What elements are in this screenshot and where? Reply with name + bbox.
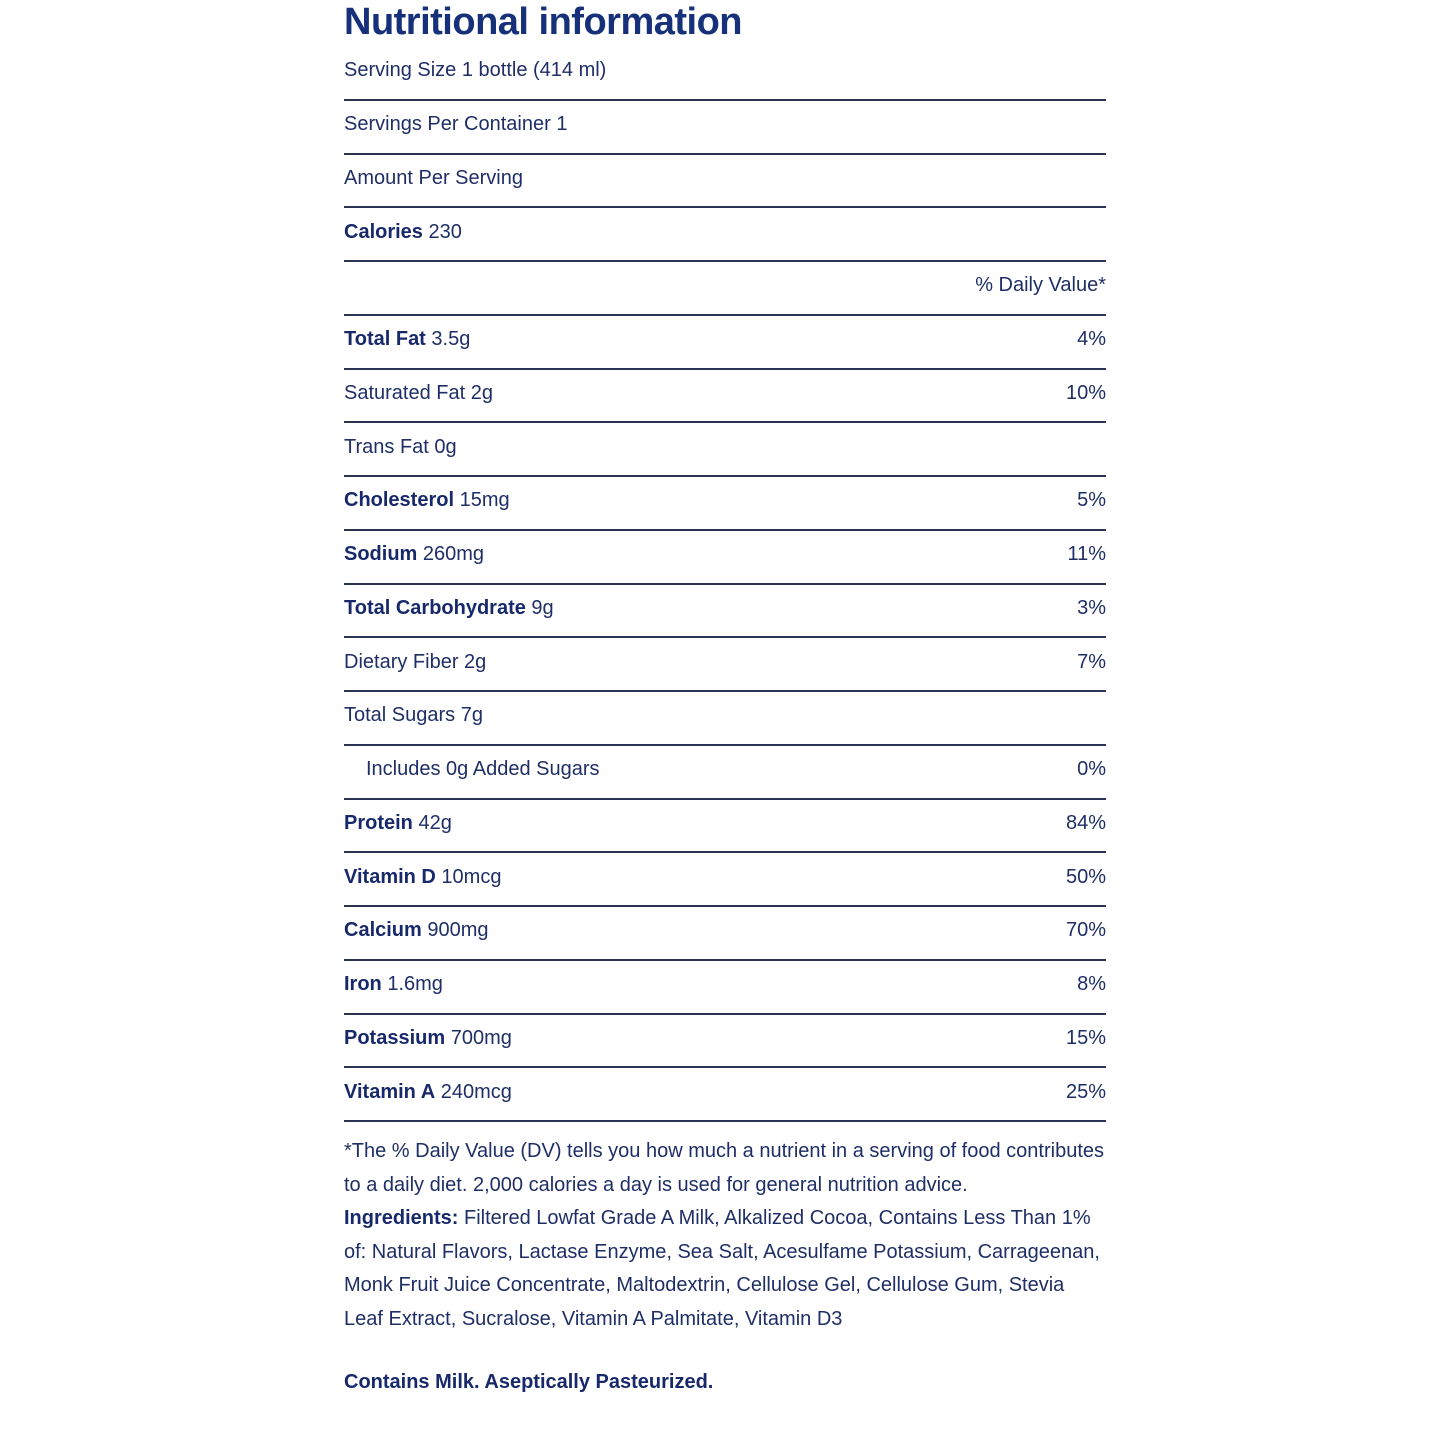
- nutrient-label: [344, 704, 483, 727]
- nutrient-name: Total Fat: [344, 328, 426, 351]
- nutrient-label: [344, 919, 489, 942]
- nutrient-name: Sodium: [344, 543, 418, 566]
- nutrient-amount: 1.6mg: [381, 973, 443, 996]
- nutrient-amount: 700mg: [445, 1026, 512, 1049]
- daily-value-percent: 5%: [1077, 489, 1106, 512]
- nutrient-amount: 260mg: [417, 543, 485, 566]
- nutrition-row: [344, 1015, 1106, 1069]
- nutrient-label: [344, 59, 606, 82]
- page-title: Nutritional information: [344, 1, 743, 43]
- nutrient-name: Iron: [344, 973, 382, 996]
- nutrition-row: [344, 907, 1106, 961]
- nutrition-row: [344, 531, 1106, 585]
- nutrient-amount: 15mg: [454, 489, 510, 512]
- nutrient-label: [344, 328, 470, 351]
- nutrient-label: [344, 489, 510, 512]
- nutrition-row: [344, 208, 1106, 262]
- nutrient-amount: 240mcg: [435, 1080, 512, 1103]
- nutrient-name: Vitamin A: [344, 1080, 436, 1103]
- nutrient-label: [344, 221, 462, 244]
- nutrition-row: [344, 1068, 1106, 1122]
- daily-value-header-row: [344, 262, 1106, 316]
- nutrition-row: [344, 370, 1106, 424]
- daily-value-percent: 4%: [1077, 328, 1106, 351]
- ingredients-label: Ingredients:: [344, 1207, 459, 1229]
- nutrition-row: [344, 47, 1106, 101]
- nutrient-amount: Saturated Fat 2g: [344, 381, 493, 404]
- nutrient-amount: 9g: [525, 596, 554, 619]
- nutrient-label: [344, 113, 567, 136]
- contains-text: Contains Milk. Aseptically Pasteurized.: [344, 1371, 714, 1393]
- ingredients-text: Filtered Lowfat Grade A Milk, Alkalized Cocoa, Contains Less Than 1% of: Natural Flavors, Lactase Enzyme, Sea Salt, Acesulfame Potassium, Carrageenan, Monk Fruit Juice Concentrate, Maltodextrin, Cellulose Gel, Cellulose Gum, Stevia Leaf Extract, Sucralose, Vitamin A Palmitate, Vitamin D3: [344, 1207, 1100, 1330]
- nutrient-amount: 42g: [412, 811, 452, 834]
- nutrient-name: Calcium: [344, 919, 422, 942]
- nutrition-row: [344, 853, 1106, 907]
- daily-value-percent: 7%: [1077, 650, 1106, 673]
- nutrient-name: Vitamin D: [344, 865, 436, 888]
- nutrient-label: [344, 597, 554, 620]
- nutrient-amount: Dietary Fiber 2g: [344, 650, 487, 673]
- nutrient-name: Potassium: [344, 1026, 446, 1049]
- nutrient-label: [344, 1027, 512, 1050]
- nutrition-row: [344, 638, 1106, 692]
- nutrition-row: [344, 800, 1106, 854]
- daily-value-percent: 15%: [1065, 1026, 1106, 1049]
- nutrient-label: [344, 543, 484, 566]
- allergen-statement: [344, 1367, 1106, 1397]
- nutrient-name: Total Carbohydrate: [344, 596, 526, 619]
- nutrient-amount: Serving Size 1 bottle (414 ml): [344, 59, 607, 82]
- nutrition-row: [344, 746, 1106, 800]
- nutrient-label: [344, 973, 443, 996]
- nutrition-row: [344, 423, 1106, 477]
- nutrient-amount: 3.5g: [425, 328, 471, 351]
- daily-value-percent: 50%: [1065, 865, 1106, 888]
- nutrient-label: [344, 866, 501, 889]
- nutrient-amount: Trans Fat 0g: [344, 435, 457, 458]
- daily-value-percent: 3%: [1077, 596, 1106, 619]
- nutrition-row: [344, 585, 1106, 639]
- daily-value-percent: 10%: [1065, 381, 1106, 404]
- nutrient-label: [344, 651, 486, 674]
- nutrient-amount: 10mcg: [435, 865, 502, 888]
- daily-value-percent: 11%: [1067, 543, 1106, 566]
- nutrient-name: Protein: [344, 811, 413, 834]
- nutrient-amount: 900mg: [421, 919, 489, 942]
- nutrition-row: [344, 316, 1106, 370]
- daily-value-percent: 84%: [1065, 811, 1106, 834]
- nutrient-amount: Amount Per Serving: [344, 166, 523, 189]
- nutrient-amount: 230: [422, 220, 462, 243]
- nutrient-name: Calories: [344, 220, 423, 243]
- nutrient-amount: Total Sugars 7g: [344, 704, 483, 727]
- nutrient-label: [344, 382, 493, 405]
- nutrition-row: [344, 961, 1106, 1015]
- daily-value-percent: 70%: [1065, 919, 1106, 942]
- nutrition-row: [344, 692, 1106, 746]
- ingredients-statement: [344, 1202, 1106, 1336]
- nutrient-label: [344, 1081, 512, 1104]
- nutrient-amount: Includes 0g Added Sugars: [366, 758, 600, 781]
- nutrition-row: [344, 155, 1106, 209]
- daily-value-header: % Daily Value*: [975, 274, 1106, 297]
- nutrient-label: [344, 758, 600, 781]
- nutrient-amount: Servings Per Container 1: [344, 113, 568, 136]
- nutrition-table: [344, 47, 1106, 1122]
- nutrient-label: [344, 812, 452, 835]
- daily-value-footnote: *The % Daily Value (DV) tells you how much a nutrient in a serving of food contributes to a daily diet. 2,000 calories a day is used for general nutrition advice.: [344, 1140, 1104, 1196]
- nutrient-label: [344, 436, 457, 459]
- nutrition-row: [344, 477, 1106, 531]
- nutrition-row: [344, 101, 1106, 155]
- nutrition-panel: [344, 0, 1106, 1397]
- daily-value-percent: 0%: [1077, 758, 1106, 781]
- nutrient-label: [344, 167, 523, 190]
- daily-value-percent: 25%: [1065, 1080, 1106, 1103]
- nutrient-name: Cholesterol: [344, 489, 455, 512]
- daily-value-percent: 8%: [1077, 973, 1106, 996]
